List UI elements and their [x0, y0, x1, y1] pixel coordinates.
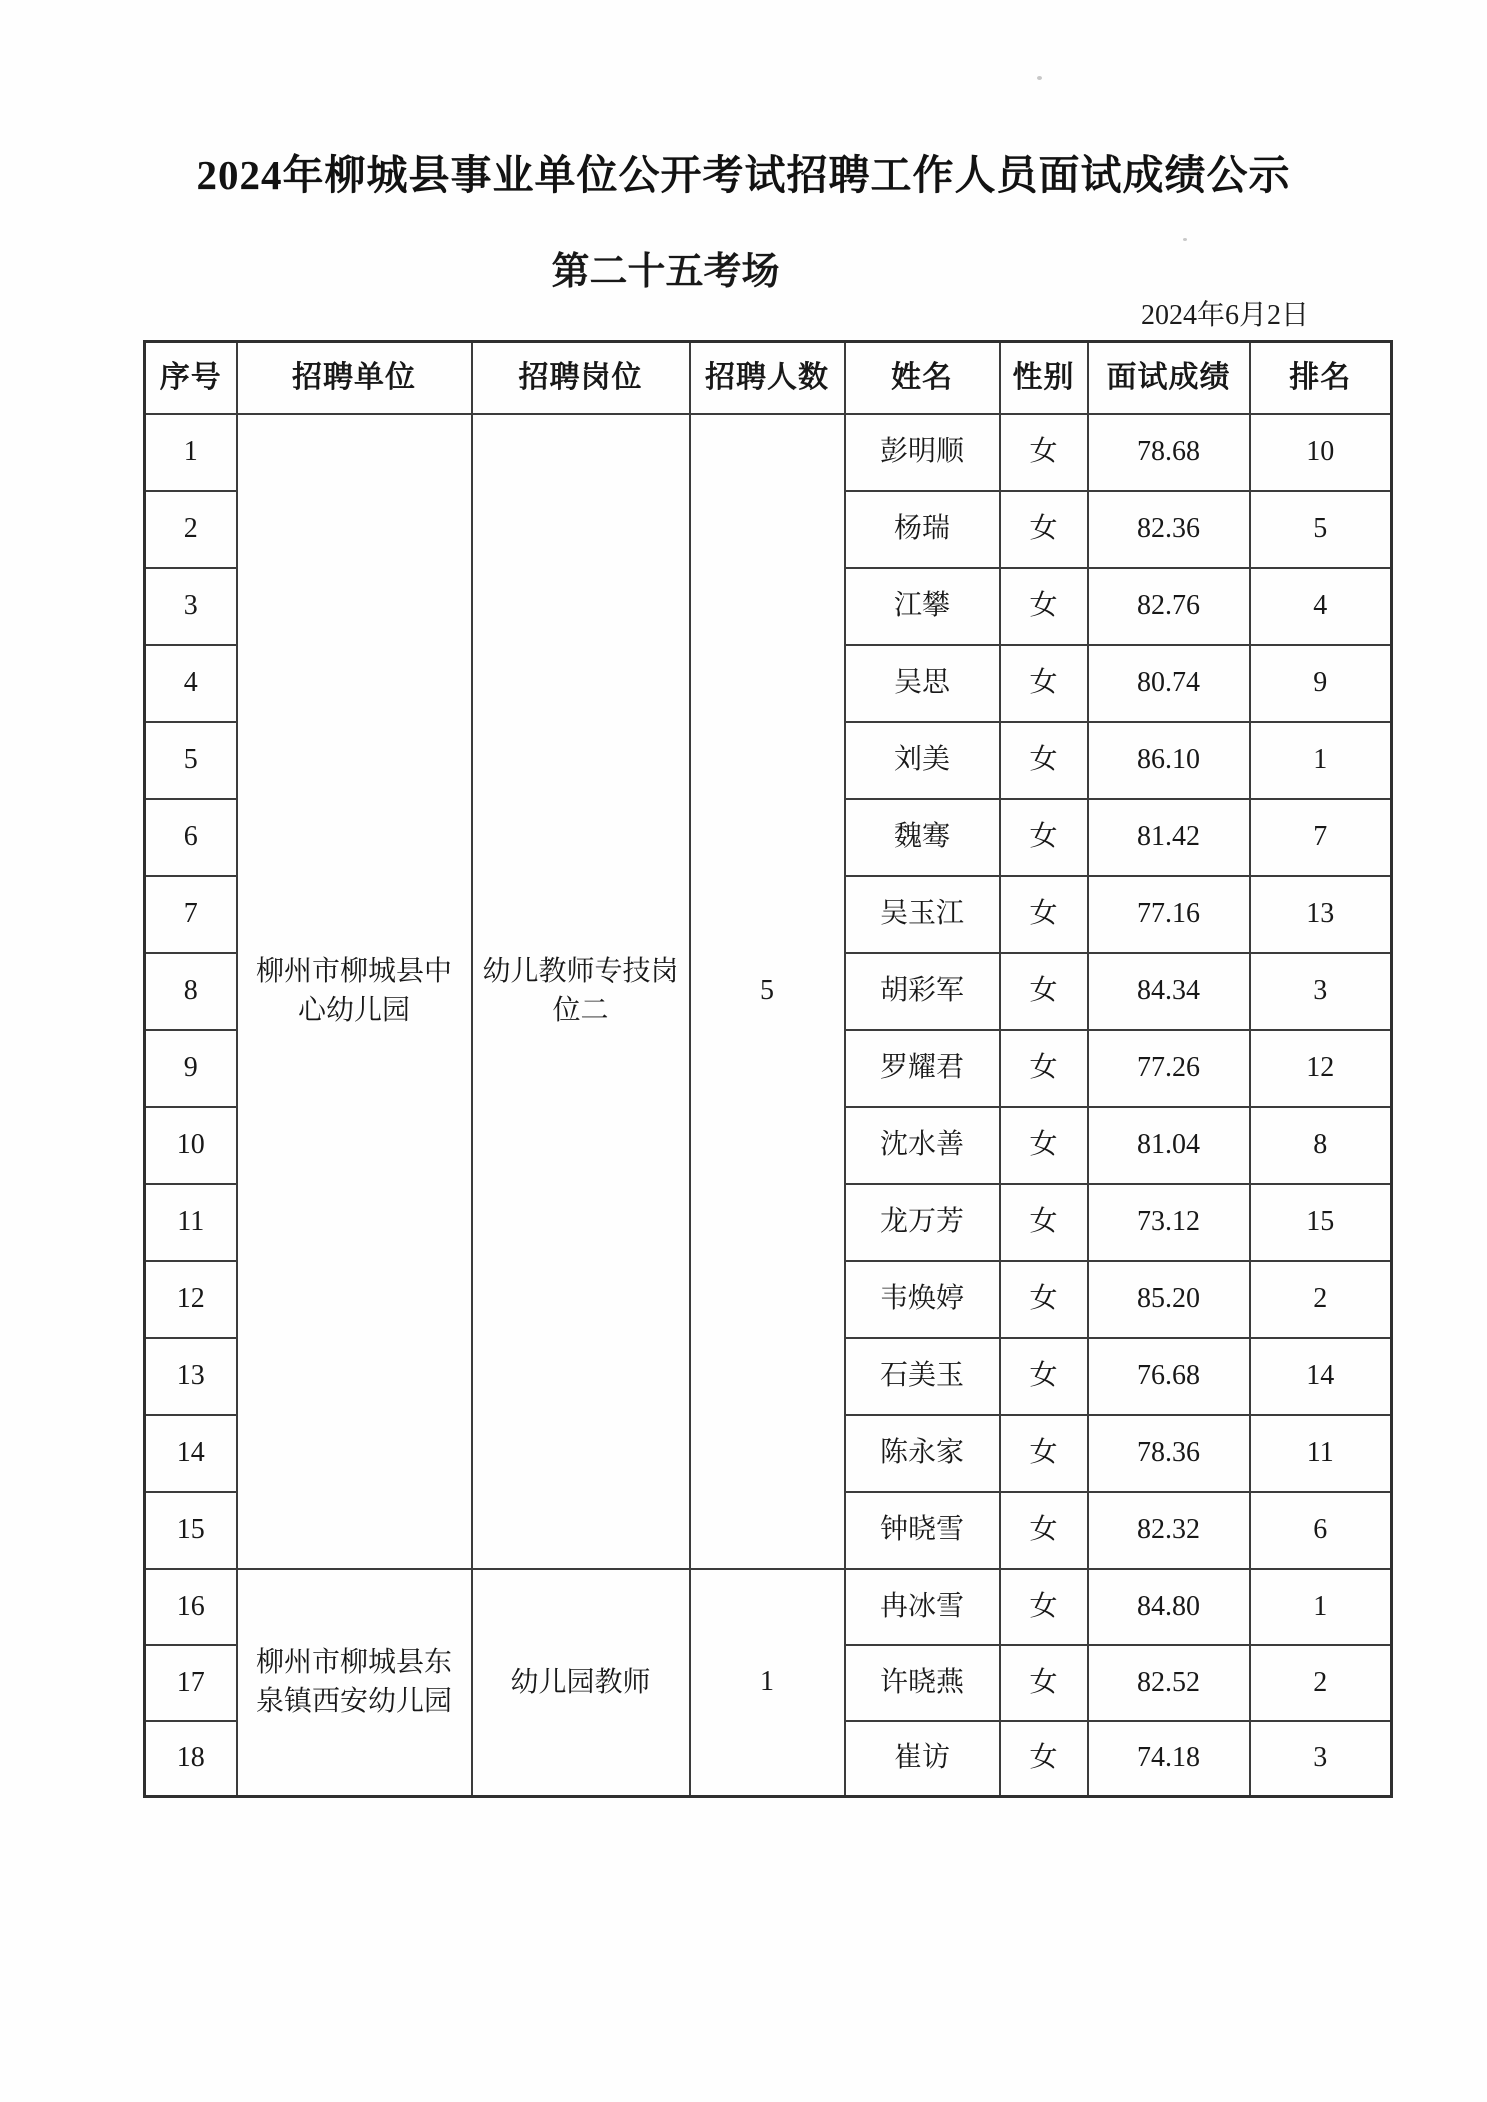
- name-cell: 钟晓雪: [845, 1492, 1000, 1569]
- interview-score-cell: 82.76: [1088, 568, 1250, 645]
- interview-score-cell: 74.18: [1088, 1721, 1250, 1797]
- row-number-cell: 3: [145, 568, 237, 645]
- header-position: 招聘岗位: [472, 342, 690, 414]
- row-number-cell: 15: [145, 1492, 237, 1569]
- rank-cell: 1: [1250, 1569, 1392, 1645]
- gender-cell: 女: [1000, 1184, 1088, 1261]
- header-gender: 性别: [1000, 342, 1088, 414]
- gender-cell: 女: [1000, 953, 1088, 1030]
- name-cell: 冉冰雪: [845, 1569, 1000, 1645]
- name-cell: 吴玉江: [845, 876, 1000, 953]
- interview-score-cell: 77.26: [1088, 1030, 1250, 1107]
- row-number-cell: 7: [145, 876, 237, 953]
- scan-artifact: [1183, 238, 1187, 241]
- rank-cell: 11: [1250, 1415, 1392, 1492]
- rank-cell: 15: [1250, 1184, 1392, 1261]
- headcount-cell: 1: [690, 1569, 845, 1797]
- table-body: [145, 414, 1392, 1797]
- name-cell: 杨瑞: [845, 491, 1000, 568]
- rank-cell: 10: [1250, 414, 1392, 491]
- position-cell: 幼儿园教师: [472, 1569, 690, 1797]
- name-cell: 彭明顺: [845, 414, 1000, 491]
- row-number-cell: 2: [145, 491, 237, 568]
- document-date: 2024年6月2日: [1140, 300, 1309, 331]
- rank-cell: 8: [1250, 1107, 1392, 1184]
- rank-cell: 7: [1250, 799, 1392, 876]
- recruiting-unit-cell: 柳州市柳城县中心幼儿园: [237, 414, 472, 1569]
- interview-score-cell: 81.04: [1088, 1107, 1250, 1184]
- interview-score-cell: 78.68: [1088, 414, 1250, 491]
- table-row: [145, 414, 1392, 491]
- interview-score-cell: 84.80: [1088, 1569, 1250, 1645]
- name-cell: 吴思: [845, 645, 1000, 722]
- row-number-cell: 14: [145, 1415, 237, 1492]
- rank-cell: 13: [1250, 876, 1392, 953]
- interview-score-cell: 81.42: [1088, 799, 1250, 876]
- interview-score-cell: 85.20: [1088, 1261, 1250, 1338]
- interview-score-cell: 78.36: [1088, 1415, 1250, 1492]
- rank-cell: 4: [1250, 568, 1392, 645]
- interview-score-cell: 86.10: [1088, 722, 1250, 799]
- row-number-cell: 16: [145, 1569, 237, 1645]
- gender-cell: 女: [1000, 491, 1088, 568]
- row-number-cell: 1: [145, 414, 237, 491]
- rank-cell: 2: [1250, 1261, 1392, 1338]
- gender-cell: 女: [1000, 876, 1088, 953]
- row-number-cell: 12: [145, 1261, 237, 1338]
- rank-cell: 12: [1250, 1030, 1392, 1107]
- row-number-cell: 13: [145, 1338, 237, 1415]
- header-recruiting-unit: 招聘单位: [237, 342, 472, 414]
- table-row: [145, 1569, 1392, 1645]
- headcount-cell: 5: [690, 414, 845, 1569]
- rank-cell: 6: [1250, 1492, 1392, 1569]
- gender-cell: 女: [1000, 799, 1088, 876]
- gender-cell: 女: [1000, 722, 1088, 799]
- header-name: 姓名: [845, 342, 1000, 414]
- gender-cell: 女: [1000, 1030, 1088, 1107]
- name-cell: 罗耀君: [845, 1030, 1000, 1107]
- rank-cell: 1: [1250, 722, 1392, 799]
- gender-cell: 女: [1000, 414, 1088, 491]
- rank-cell: 9: [1250, 645, 1392, 722]
- page-title: 2024年柳城县事业单位公开考试招聘工作人员面试成绩公示: [196, 152, 1291, 198]
- position-cell: 幼儿教师专技岗位二: [472, 414, 690, 1569]
- rank-cell: 3: [1250, 1721, 1392, 1797]
- rank-cell: 2: [1250, 1645, 1392, 1721]
- gender-cell: 女: [1000, 1645, 1088, 1721]
- name-cell: 崔访: [845, 1721, 1000, 1797]
- interview-score-cell: 73.12: [1088, 1184, 1250, 1261]
- header-rank: 排名: [1250, 342, 1392, 414]
- header-headcount: 招聘人数: [690, 342, 845, 414]
- name-cell: 龙万芳: [845, 1184, 1000, 1261]
- gender-cell: 女: [1000, 568, 1088, 645]
- interview-score-cell: 80.74: [1088, 645, 1250, 722]
- gender-cell: 女: [1000, 1107, 1088, 1184]
- name-cell: 石美玉: [845, 1338, 1000, 1415]
- gender-cell: 女: [1000, 1261, 1088, 1338]
- exam-room-subtitle: 第二十五考场: [551, 251, 780, 293]
- row-number-cell: 18: [145, 1721, 237, 1797]
- interview-score-cell: 82.32: [1088, 1492, 1250, 1569]
- row-number-cell: 6: [145, 799, 237, 876]
- row-number-cell: 4: [145, 645, 237, 722]
- rank-cell: 5: [1250, 491, 1392, 568]
- row-number-cell: 17: [145, 1645, 237, 1721]
- scan-artifact: [1037, 76, 1042, 80]
- gender-cell: 女: [1000, 1492, 1088, 1569]
- row-number-cell: 11: [145, 1184, 237, 1261]
- interview-score-cell: 77.16: [1088, 876, 1250, 953]
- name-cell: 许晓燕: [845, 1645, 1000, 1721]
- interview-score-cell: 82.52: [1088, 1645, 1250, 1721]
- interview-score-cell: 84.34: [1088, 953, 1250, 1030]
- interview-score-cell: 82.36: [1088, 491, 1250, 568]
- gender-cell: 女: [1000, 1338, 1088, 1415]
- name-cell: 刘美: [845, 722, 1000, 799]
- name-cell: 胡彩军: [845, 953, 1000, 1030]
- header-interview-score: 面试成绩: [1088, 342, 1250, 414]
- row-number-cell: 8: [145, 953, 237, 1030]
- recruiting-unit-cell: 柳州市柳城县东泉镇西安幼儿园: [237, 1569, 472, 1797]
- rank-cell: 3: [1250, 953, 1392, 1030]
- score-table: [143, 340, 1393, 1798]
- name-cell: 陈永家: [845, 1415, 1000, 1492]
- name-cell: 沈水善: [845, 1107, 1000, 1184]
- name-cell: 韦焕婷: [845, 1261, 1000, 1338]
- rank-cell: 14: [1250, 1338, 1392, 1415]
- name-cell: 魏骞: [845, 799, 1000, 876]
- name-cell: 江攀: [845, 568, 1000, 645]
- interview-score-cell: 76.68: [1088, 1338, 1250, 1415]
- gender-cell: 女: [1000, 1415, 1088, 1492]
- gender-cell: 女: [1000, 1721, 1088, 1797]
- table-header: [145, 342, 1392, 414]
- gender-cell: 女: [1000, 1569, 1088, 1645]
- row-number-cell: 5: [145, 722, 237, 799]
- gender-cell: 女: [1000, 645, 1088, 722]
- header-serial-number: 序号: [145, 342, 237, 414]
- header-row: [145, 342, 1392, 414]
- row-number-cell: 9: [145, 1030, 237, 1107]
- row-number-cell: 10: [145, 1107, 237, 1184]
